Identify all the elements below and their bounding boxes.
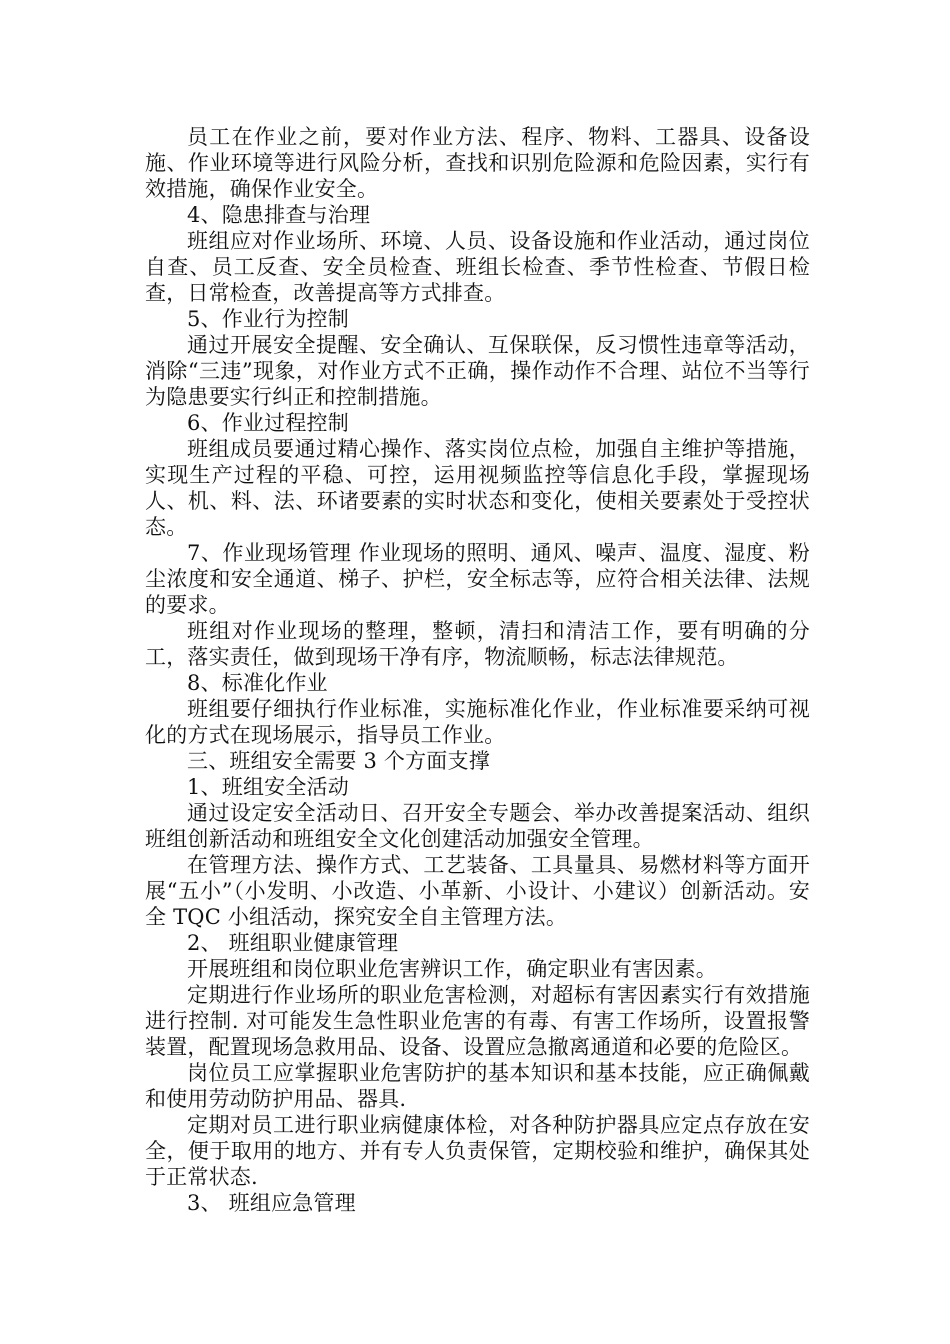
paragraph-health-checkup: 定期对员工进行职业病健康体检，对各种防护器具应定点存放在安全，便于取用的地方、并有专人负责保管，定期校验和维护，确保其处于正常状态.: [145, 1113, 810, 1189]
paragraph-behavior-control: 通过开展安全提醒、安全确认、互保联保，反习惯性违章等活动，消除“三违”现象，对作业方式不正确，操作动作不合理、站位不当等行为隐患要实行纠正和控制措施。: [145, 333, 810, 409]
paragraph-hazard-detection: 定期进行作业场所的职业危害检测，对超标有害因素实行有效措施进行控制. 对可能发生急性职业危害的有毒、有害工作场所，设置报警装置，配置现场急救用品、设备、设置应急撤离通道和必要的危险区。: [145, 983, 810, 1059]
paragraph-site-organization: 班组对作业现场的整理，整顿，清扫和清洁工作，要有明确的分工，落实责任，做到现场干净有序，物流顺畅，标志法律规范。: [145, 619, 810, 669]
paragraph-process-control: 班组成员要通过精心操作、落实岗位点检，加强自主维护等措施，实现生产过程的平稳、可控，运用视频监控等信息化手段，掌握现场人、机、料、法、环诸要素的实时状态和变化，使相关要素处于受控状态。: [145, 437, 810, 539]
paragraph-safety-activities: 通过设定安全活动日、召开安全专题会、举办改善提案活动、组织班组创新活动和班组安全文化创建活动加强安全管理。: [145, 801, 810, 851]
paragraph-hazard-inspection: 班组应对作业场所、环境、人员、设备设施和作业活动，通过岗位自查、员工反查、安全员检查、班组长检查、季节性检查、节假日检查，日常检查，改善提高等方式排查。: [145, 229, 810, 305]
heading-hazard-inspection: 4、隐患排查与治理: [187, 203, 371, 227]
paragraph-risk-analysis: 员工在作业之前，要对作业方法、程序、物料、工器具、设备设施、作业环境等进行风险分析，查找和识别危险源和危险因素，实行有效措施，确保作业安全。: [145, 125, 810, 201]
heading-process-control: 6、作业过程控制: [187, 411, 349, 435]
heading-emergency-management: 3、 班组应急管理: [187, 1191, 356, 1215]
paragraph-standard-work: 班组要仔细执行作业标准，实施标准化作业，作业标准要采纳可视化的方式在现场展示，指导员工作业。: [145, 697, 810, 747]
paragraph-site-management: 7、作业现场管理 作业现场的照明、通风、噪声、温度、湿度、粉尘浓度和安全通道、梯子、护栏，安全标志等，应符合相关法律、法规的要求。: [145, 541, 810, 617]
heading-safety-activities: 1、班组安全活动: [187, 775, 349, 799]
paragraph-protective-equipment: 岗位员工应掌握职业危害防护的基本知识和基本技能，应正确佩戴和使用劳动防护用品、器具.: [145, 1061, 810, 1111]
document-body: [145, 124, 810, 1216]
heading-occupational-health: 2、 班组职业健康管理: [187, 931, 399, 955]
paragraph-five-small: 在管理方法、操作方式、工艺装备、工具量具、易燃材料等方面开展“五小”（小发明、小改造、小革新、小设计、小建议）创新活动。安全 TQC 小组活动，探究安全自主管理方法。: [145, 853, 810, 929]
heading-section-three: 三、班组安全需要 3 个方面支撑: [187, 749, 490, 773]
heading-standard-work: 8、标准化作业: [187, 671, 328, 695]
paragraph-hazard-identification: 开展班组和岗位职业危害辨识工作，确定职业有害因素。: [187, 957, 717, 981]
heading-behavior-control: 5、作业行为控制: [187, 307, 349, 331]
